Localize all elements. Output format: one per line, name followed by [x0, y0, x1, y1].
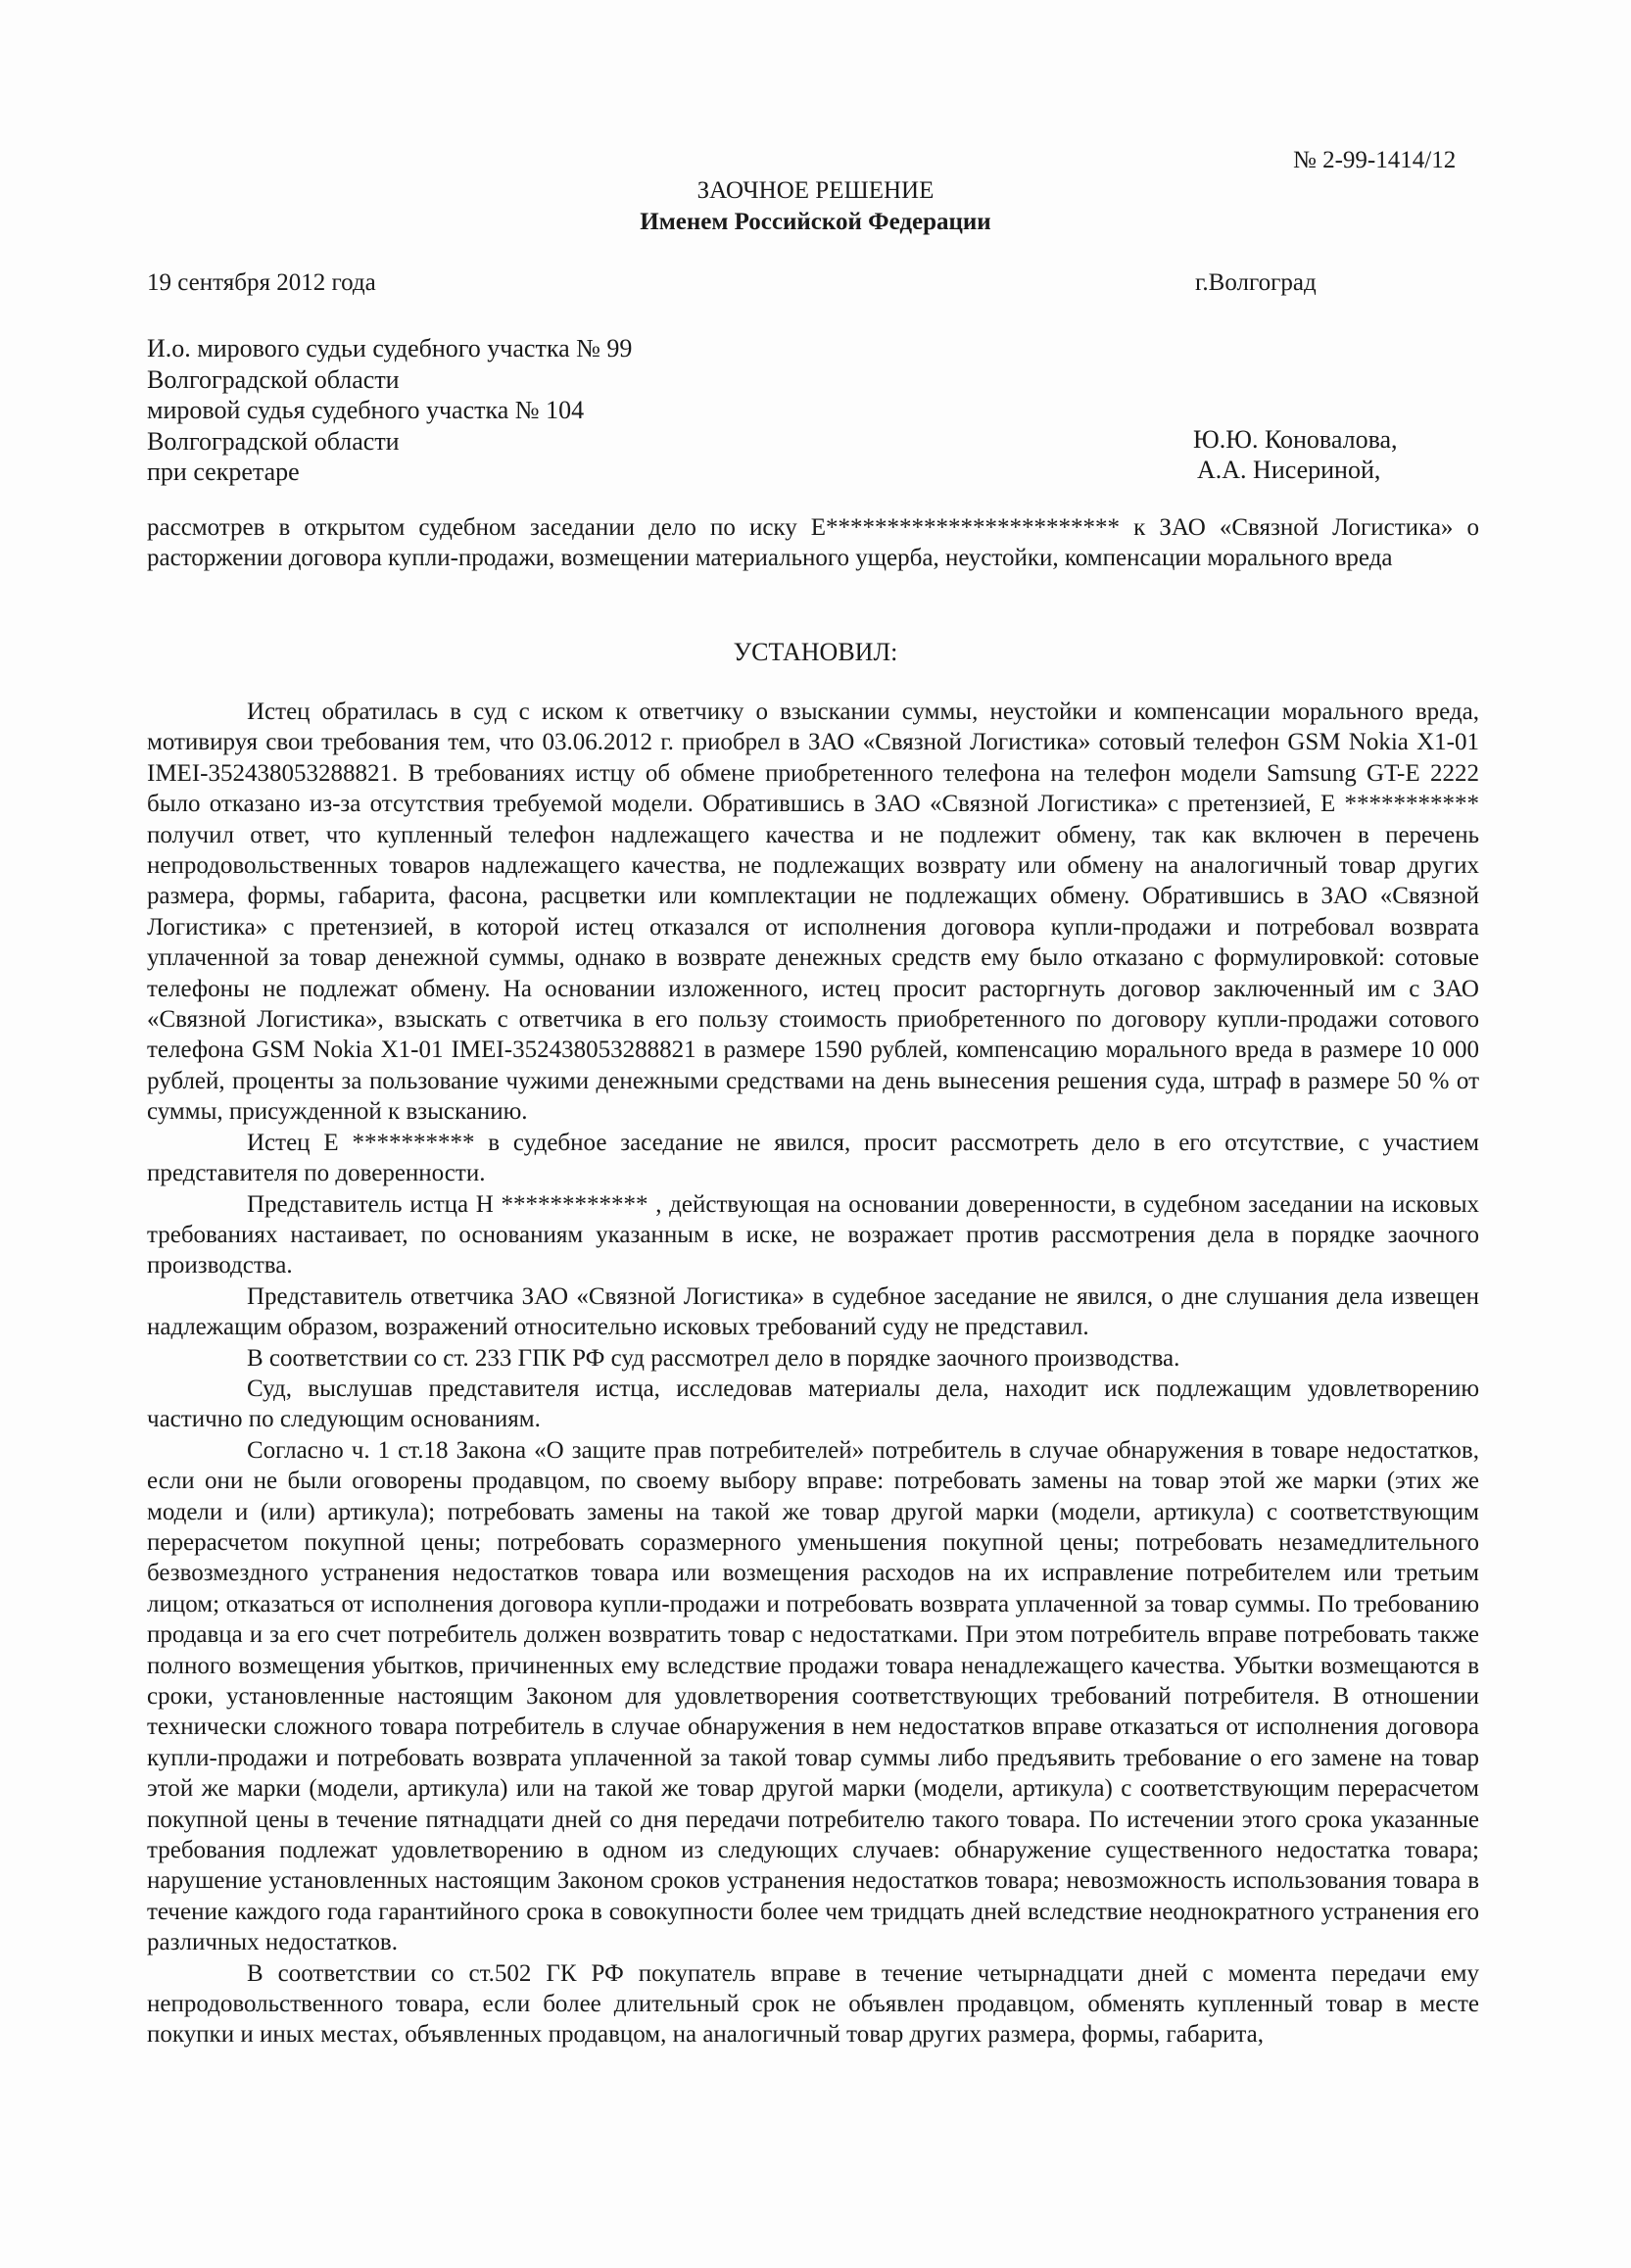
court-line: И.о. мирового судьи судебного участка № 99 — [147, 334, 633, 362]
decision-date: 19 сентября 2012 года — [147, 269, 376, 296]
court-line: Волгоградской области — [147, 426, 400, 456]
paragraph: Представитель истца Н ************ , действующая на основании доверенности, в судебном заседании на исковых требованиях настаивает, по основаниям указанным в иске, не возражает против рассмотрения дела в порядке заочного производства. — [147, 1190, 1479, 1279]
document-title: ЗАОЧНОЕ РЕШЕНИЕ — [696, 177, 935, 204]
judge-name: Ю.Ю. Коновалова, — [1193, 425, 1398, 454]
paragraph: В соответствии со ст.502 ГК РФ покупатель вправе в течение четырнадцати дней с момента передачи ему непродовольственного товара, если более длительный срок не объявлен продавцом, обменять купленный товар в месте покупки и иных местах, объявленных продавцом, на аналогичный товар других размера, формы, габарита, — [147, 1959, 1479, 2049]
court-composition — [147, 333, 833, 488]
case-number: № 2-99-1414/12 — [1293, 147, 1457, 173]
paragraph: Истец Е ********** в судебное заседание не явился, просит рассмотреть дело в его отсутствие, с участием представителя по доверенности. — [147, 1129, 1479, 1187]
decision-city: г.Волгоград — [1195, 269, 1317, 296]
court-line: Волгоградской области — [147, 364, 400, 394]
paragraph: Согласно ч. 1 ст.18 Закона «О защите прав потребителей» потребитель в случае обнаружения в товаре недостатков, если они не были оговорены продавцом, по своему выбору вправе: потребовать замены на товар этой же марки (этих же модели и (или) артикула); потребовать замены на такой же товар другой марки (модели, артикула) с соответствующим перерасчетом покупной цены; потребовать соразмерного уменьшения покупной цены; потребовать незамедлительного безвозмездного устранения недостатков товара или возмещения расходов на их исправление потребителем или третьим лицом; отказаться от исполнения договора купли-продажи и потребовать возврата уплаченной за товар суммы. По требованию продавца и за его счет потребитель должен возвратить товар с недостатками. При этом потребитель вправе потребовать также полного возмещения убытков, причиненных ему вследствие продажи товара ненадлежащего качества. Убытки возмещаются в сроки, установленные настоящим Законом для удовлетворения соответствующих требований потребителя. В отношении технически сложного товара потребитель в случае обнаружения в нем недостатков вправе отказаться от исполнения договора купли-продажи и потребовать возврата уплаченной за такой товар суммы либо предъявить требование о его замене на товар этой же марки (модели, артикула) или на такой же товар другой марки (модели, артикула) с соответствующим перерасчетом покупной цены в течение пятнадцати дней со дня передачи потребителю такого товара. По истечении этого срока указанные требования подлежат удовлетворению в одном из следующих случаев: обнаружение существенного недостатка товара; нарушение установленных настоящим Законом сроков устранения недостатков товара; невозможность использования товара в течение каждого года гарантийного срока в совокупности более чем тридцать дней вследствие неоднократного устранения его различных недостатков. — [147, 1436, 1479, 1956]
paragraph: Истец обратилась в суд с иском к ответчику о взыскании суммы, неустойки и компенсации морального вреда, мотивируя свои требования тем, что 03.06.2012 г. приобрел в ЗАО «Связной Логистика» сотовый телефон GSM Nokia X1-01 IMEI-352438053288821. В требованиях истцу об обмене приобретенного телефона на телефон модели Samsung GT-E 2222 было отказано из-за отсутствия требуемой модели. Обратившись в ЗАО «Связной Логистика» с претензией, Е *********** получил ответ, что купленный телефон надлежащего качества и не подлежит обмену, так как включен в перечень непродовольственных товаров надлежащего качества, не подлежащих возврату или обмену на аналогичный товар других размера, формы, габарита, фасона, расцветки или комплектации не подлежащих обмену. Обратившись в ЗАО «Связной Логистика» с претензией, в которой истец отказался от исполнения договора купли-продажи и потребовал возврата уплаченной за товар денежной суммы, однако в возврате денежных средств ему было отказано с формулировкой: сотовые телефоны не подлежат обмену. На основании изложенного, истец просит расторгнуть договор заключенный им с ЗАО «Связной Логистика», взыскать с ответчика в его пользу стоимость приобретенного по договору купли-продажи сотового телефона GSM Nokia X1-01 IMEI-352438053288821 в размере 1590 рублей, компенсацию морального вреда в размере 10 000 рублей, проценты за пользование чужими денежными средствами на день вынесения решения суда, штраф в размере 50 % от суммы, присужденной к взысканию. — [147, 699, 1479, 1126]
paragraph: Представитель ответчика ЗАО «Связной Логистика» в судебное заседание не явился, о дне слушания дела извещен надлежащим образом, возражений относительно исковых требований суду не представил. — [147, 1282, 1479, 1341]
preamble-text: рассмотрев в открытом судебном заседании дело по иску Е************************ к ЗАО «Связной Логистика» о расторжении договора купли-продажи, возмещении материального ущерба, неустойки, компенсации морального вреда — [147, 514, 1479, 572]
court-line: мировой судья судебного участка № 104 — [147, 396, 585, 424]
section-heading: УСТАНОВИЛ: — [733, 638, 898, 666]
paragraph: Суд, выслушав представителя истца, исследовав материалы дела, находит иск подлежащим удовлетворению частично по следующим основаниям. — [147, 1375, 1479, 1433]
court-line: при секретаре — [147, 458, 300, 486]
decision-body — [147, 697, 1479, 2051]
document-subtitle: Именем Российской Федерации — [640, 209, 991, 235]
preamble — [147, 512, 1479, 574]
paragraph: В соответствии со ст. 233 ГПК РФ суд рассмотрел дело в порядке заочного производства. — [247, 1344, 1180, 1372]
secretary-name: А.А. Нисериной, — [1197, 456, 1381, 484]
